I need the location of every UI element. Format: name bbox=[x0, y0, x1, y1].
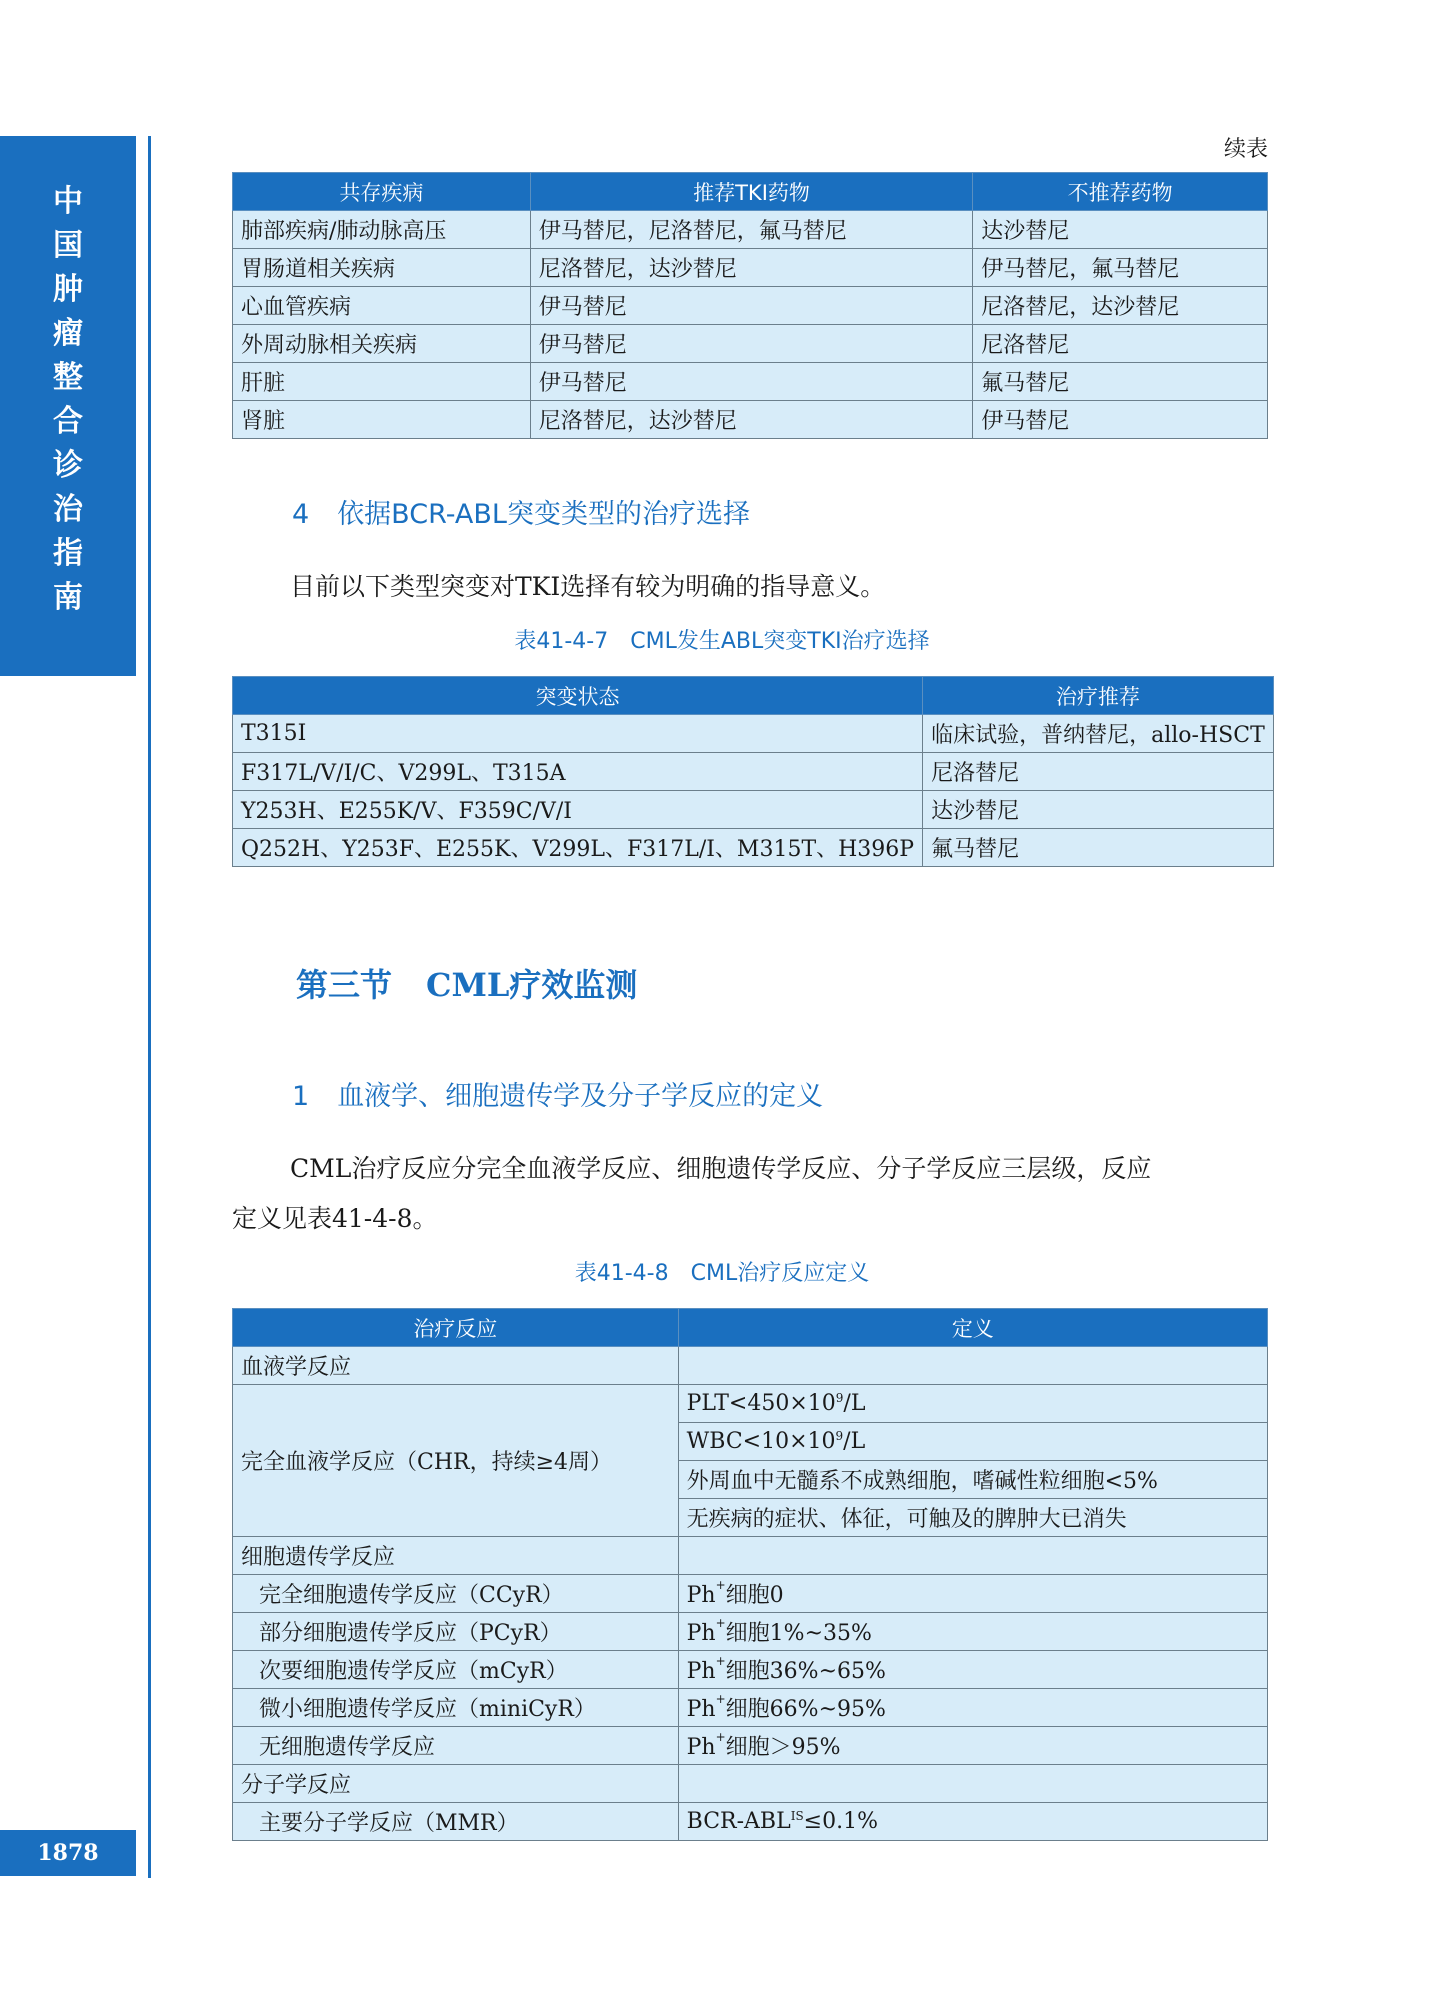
table-header-row bbox=[233, 1309, 1268, 1347]
table-row: Y253H、E255K/V、F359C/V/I 达沙替尼 bbox=[233, 791, 1274, 829]
book-title-vertical: 中 国 肿 瘤 整 合 诊 治 指 南 bbox=[53, 184, 83, 615]
table-row: 主要分子学反应（MMR） BCR-$ABL^{IS}\le 0.1\%$ bbox=[233, 1803, 1268, 1841]
paragraph: 定义见表41-4-8。 bbox=[232, 1204, 438, 1233]
table-row: 无疾病的症状、体征，可触及的脾肿大已消失 bbox=[233, 1499, 1268, 1537]
table-row: 分子学反应 bbox=[233, 1765, 1268, 1803]
table-header-row bbox=[233, 173, 1268, 211]
section-heading: 第三节 CML疗效监测 bbox=[296, 966, 638, 1004]
response-definition-table bbox=[232, 1308, 1268, 1841]
table-row: 外周动脉相关疾病 伊马替尼 尼洛替尼 bbox=[233, 325, 1268, 363]
continued-label: 续表 bbox=[1223, 137, 1268, 162]
table-row: 肺部疾病/肺动脉高压 伊马替尼，尼洛替尼，氟马替尼 达沙替尼 bbox=[233, 211, 1268, 249]
table-row: 心血管疾病 伊马替尼 尼洛替尼，达沙替尼 bbox=[233, 287, 1268, 325]
table-header: 突变状态 bbox=[233, 677, 923, 715]
table-header: 治疗推荐 bbox=[923, 677, 1274, 715]
subsection-heading: 1 血液学、细胞遗传学及分子学反应的定义 bbox=[292, 1081, 824, 1112]
table-header: 推荐TKI药物 bbox=[530, 173, 973, 211]
table-row: 血液学反应 bbox=[233, 1347, 1268, 1385]
paragraph: CML治疗反应分完全血液学反应、细胞遗传学反应、分子学反应三层级，反应 bbox=[290, 1154, 1152, 1183]
table-row: $WBC<10\times 10^9/L$ bbox=[233, 1423, 1268, 1461]
paragraph: 目前以下类型突变对TKI选择有较为明确的指导意义。 bbox=[290, 572, 886, 601]
table-row: 部分细胞遗传学反应（PCyR） Ph+细胞1%~35% bbox=[233, 1613, 1268, 1651]
page-number: 1878 bbox=[0, 1830, 136, 1876]
table-row: 无细胞遗传学反应 Ph+细胞＞95% bbox=[233, 1727, 1268, 1765]
table-header: 治疗反应 bbox=[233, 1309, 679, 1347]
table-row: T315I 临床试验，普纳替尼，allo-HSCT bbox=[233, 715, 1274, 753]
table-caption: 表41-4-8 CML治疗反应定义 bbox=[574, 1261, 870, 1286]
table-header: 定义 bbox=[678, 1309, 1267, 1347]
table-header-row bbox=[233, 677, 1274, 715]
table-row: F317L/V/I/C、V299L、T315A 尼洛替尼 bbox=[233, 753, 1274, 791]
table-row: Q252H、Y253F、E255K、V299L、F317L/I、M315T、H396P 氟马替尼 bbox=[233, 829, 1274, 867]
table-row: 胃肠道相关疾病 尼洛替尼，达沙替尼 伊马替尼，氟马替尼 bbox=[233, 249, 1268, 287]
comorbidity-table bbox=[232, 172, 1268, 439]
table-row: 次要细胞遗传学反应（mCyR） Ph+细胞36%~65% bbox=[233, 1651, 1268, 1689]
table-row: 细胞遗传学反应 bbox=[233, 1537, 1268, 1575]
subsection-heading: 4 依据BCR-ABL突变类型的治疗选择 bbox=[292, 499, 750, 530]
table-header: 不推荐药物 bbox=[973, 173, 1268, 211]
table-row: 微小细胞遗传学反应（miniCyR） Ph+细胞66%~95% bbox=[233, 1689, 1268, 1727]
side-rule bbox=[148, 136, 151, 1878]
table-header: 共存疾病 bbox=[233, 173, 531, 211]
table-row: 肾脏 尼洛替尼，达沙替尼 伊马替尼 bbox=[233, 401, 1268, 439]
table-row: 肝脏 伊马替尼 氟马替尼 bbox=[233, 363, 1268, 401]
table-caption: 表41-4-7 CML发生ABL突变TKI治疗选择 bbox=[514, 629, 930, 654]
table-row: 外周血中无髓系不成熟细胞，嗜碱性粒细胞<5% bbox=[233, 1461, 1268, 1499]
mutation-table bbox=[232, 676, 1274, 867]
table-row: 完全血液学反应（CHR，持续≥4周） $PLT<450\times 10^9/L$ bbox=[233, 1385, 1268, 1423]
table-row: 完全细胞遗传学反应（CCyR） Ph+细胞0 bbox=[233, 1575, 1268, 1613]
